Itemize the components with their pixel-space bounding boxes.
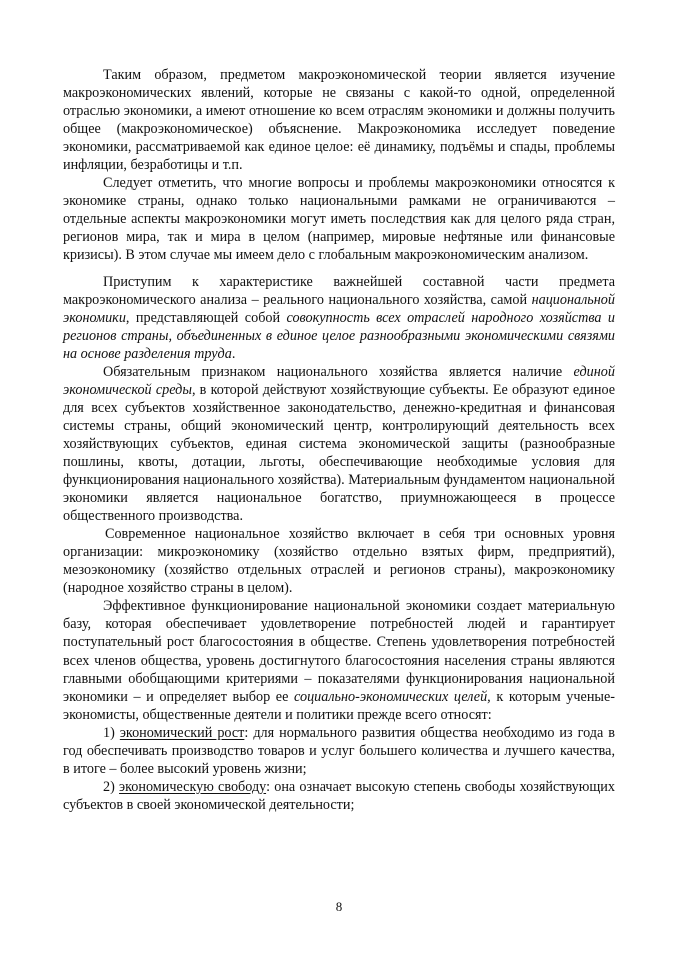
paragraph: Таким образом, предметом макроэкономической теории является изучение макроэкономических явлений, которые не связаны с какой-то одной, определенной отраслью экономики, а имеют отношение ко всем отраслям экономики и должны получить общее (макроэкономическое) объяснение. Макроэкономика исследует поведение экономики, рассматриваемой как единое целое: её динамику, подъёмы и спады, проблемы инфляции, безработицы и т.п. [63, 67, 615, 174]
italic-term: социально-экономических целей, [294, 688, 491, 705]
text-run: Эффективное функционирование национальной экономики создает материальную базу, которая обеспечивает удовлетворение потребностей людей и гарантирует поступательный рост благосостояния в обществе. Степень удовлетворения потребностей всех членов общества, уровень достигнутого благосостояния населения страны являются главными обобщающими критериями – показателями функционирования национальной экономики – и определяет выбор ее [63, 598, 615, 705]
paragraph [63, 273, 615, 363]
text-run: к которым ученые-экономисты, общественные деятели и политики прежде всего относят: [63, 688, 615, 723]
list-item [63, 778, 615, 814]
text-run: , представляющей собой [125, 309, 287, 326]
list-number: 1) [103, 724, 120, 741]
text-run: Приступим к характеристике важнейшей составной части предмета макроэкономического анализа – реального национального хозяйства, самой [63, 273, 615, 308]
italic-term: национальной экономики [63, 291, 615, 326]
list-item [63, 724, 615, 778]
text-run: : для нормального развития общества необходимо из года в год обеспечивать производство товаров и услуг большего количества и лучшего качества, в итоге – более высокий уровень жизни; [63, 724, 615, 777]
list-number: 2) [103, 778, 120, 795]
italic-definition: совокупность всех отраслей народного хозяйства и регионов страны, объединенных в единое целое разнообразными экономическими связями на основе разделения труда [63, 309, 615, 362]
paragraph [63, 597, 615, 723]
paragraph [63, 363, 615, 525]
underlined-term: экономическую свободу [119, 778, 267, 795]
underlined-term: экономический рост [119, 724, 245, 741]
text-run: : она означает высокую степень свободы хозяйствующих субъектов в своей экономической деятельности; [63, 778, 615, 813]
paragraph: Следует отметить, что многие вопросы и проблемы макроэкономики относятся к экономике страны, однако только национальными рамками не ограничиваются – отдельные аспекты макроэкономики могут иметь последствия как для целого ряда стран, регионов мира, так и мира в целом (например, мировые нефтяные или финансовые кризисы). В этом случае мы имеем дело с глобальным макроэкономическим анализом. [63, 175, 615, 264]
italic-term: единой экономической среды [63, 363, 615, 398]
text-run: Обязательным признаком национального хозяйства является наличие [103, 363, 574, 380]
text-run: . [231, 345, 236, 362]
document-page [63, 66, 615, 814]
page-number: 8 [335, 899, 343, 914]
paragraph: Современное национальное хозяйство включает в себя три основных уровня организации: микроэкономику (хозяйство отдельно взятых фирм, предприятий), мезоэкономику (хозяйство отдельных отраслей и регионов страны), макроэкономику (народное хозяйство страны в целом). [63, 526, 615, 597]
text-run: , в которой действуют хозяйствующие субъекты. Ее образуют единое для всех субъектов хозяйственное законодательство, денежно-кредитная и финансовая системы страны, общий экономический центр, контролирующий деятельность всех хозяйствующих субъектов, единая система экономической защиты (разнообразные пошлины, квоты, дотации, льготы, обеспечивающие необходимые условия для функционирования национального хозяйства). Материальным фундаментом национальной экономики является национальное богатство, приумножающееся в процессе общественного производства. [63, 381, 616, 525]
